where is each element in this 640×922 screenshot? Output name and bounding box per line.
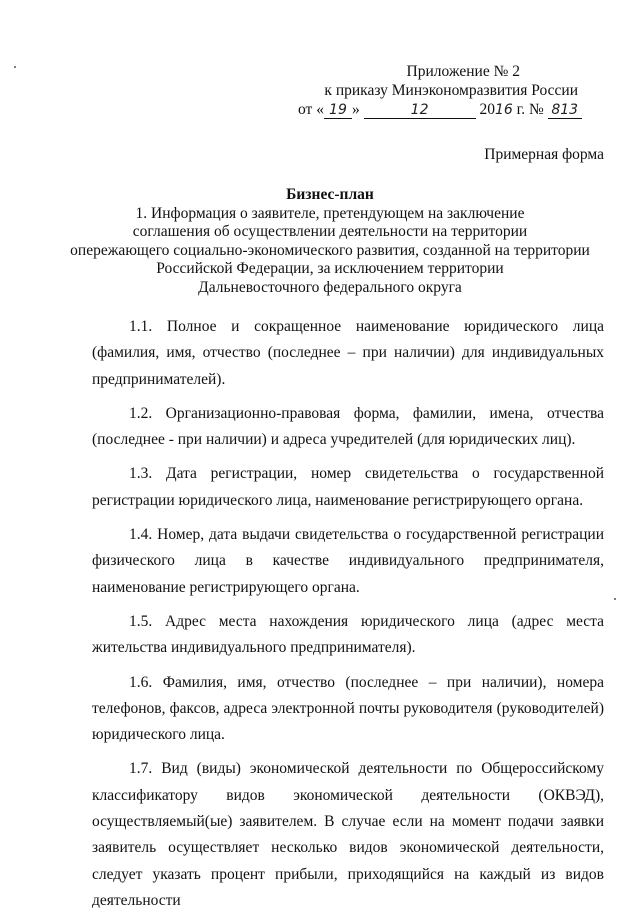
paragraph-1-4: 1.4. Номер, дата выдачи свидетельства о государственной регистрации физического лица в качестве индивидуального предпринимателя, наименование регистрирующего органа. bbox=[92, 526, 604, 596]
title-line: Российской Федерации, за исключением территории bbox=[156, 260, 504, 277]
paragraph-1-5: 1.5. Адрес места нахождения юридического лица (адрес места жительства индивидуального предпринимателя). bbox=[92, 612, 604, 657]
document-body bbox=[92, 314, 604, 922]
scan-speck bbox=[614, 598, 616, 600]
date-mid: » bbox=[351, 101, 360, 118]
paragraph-1-2: 1.2. Организационно-правовая форма, фамилии, имена, отчества (последнее - при наличии) и адреса учредителей (для юридических лиц). bbox=[92, 404, 604, 449]
title-line: 1. Информация о заявителе, претендующем на заключение bbox=[135, 204, 525, 222]
form-type-label: Примерная форма bbox=[484, 146, 604, 163]
scan-speck bbox=[14, 66, 16, 68]
title-line: Дальневосточного федерального округа bbox=[198, 278, 462, 296]
paragraph-1-1: 1.1. Полное и сокращенное наименование юридического лица (фамилия, имя, отчество (последнее – при наличии) для индивидуальных предпринимателей). bbox=[92, 318, 604, 388]
date-prefix: от « bbox=[298, 101, 324, 118]
date-month: 12 bbox=[364, 103, 476, 119]
date-year-suffix: 16 bbox=[494, 102, 513, 118]
title-main: Бизнес-план bbox=[286, 186, 374, 203]
appendix-number: Приложение № 2 bbox=[406, 63, 520, 80]
paragraph-1-7: 1.7. Вид (виды) экономической деятельности по Общероссийскому классификатору видов экономической деятельности (ОКВЭД), осуществляемый(ые) заявителем. В случае если на момент подачи заявки заявитель осуществляет несколько видов экономической деятельности, следует указать процент прибыли, приходящийся на каждый из видов деятельности bbox=[92, 760, 604, 909]
date-year-prefix: 20 bbox=[479, 101, 495, 118]
paragraph-1-3: 1.3. Дата регистрации, номер свидетельства о государственной регистрации юридического лица, наименование регистрирующего органа. bbox=[92, 465, 604, 509]
order-date-line bbox=[298, 100, 578, 120]
order-number: 813 bbox=[548, 103, 582, 119]
title-line: опережающего социально-экономического развития, созданной на территории bbox=[70, 241, 590, 259]
date-day: 19 bbox=[324, 103, 352, 119]
title-line: соглашения об осуществлении деятельности на территории bbox=[132, 223, 528, 240]
document-title bbox=[60, 186, 600, 297]
appendix-header bbox=[298, 62, 578, 120]
paragraph-1-6: 1.6. Фамилия, имя, отчество (последнее – при наличии), номера телефонов, факсов, адреса электронной почты руководителя (руководителей) юридического лица. bbox=[92, 673, 604, 744]
date-year-after: г. № bbox=[512, 101, 548, 118]
order-reference: к приказу Минэкономразвития России bbox=[324, 82, 578, 99]
